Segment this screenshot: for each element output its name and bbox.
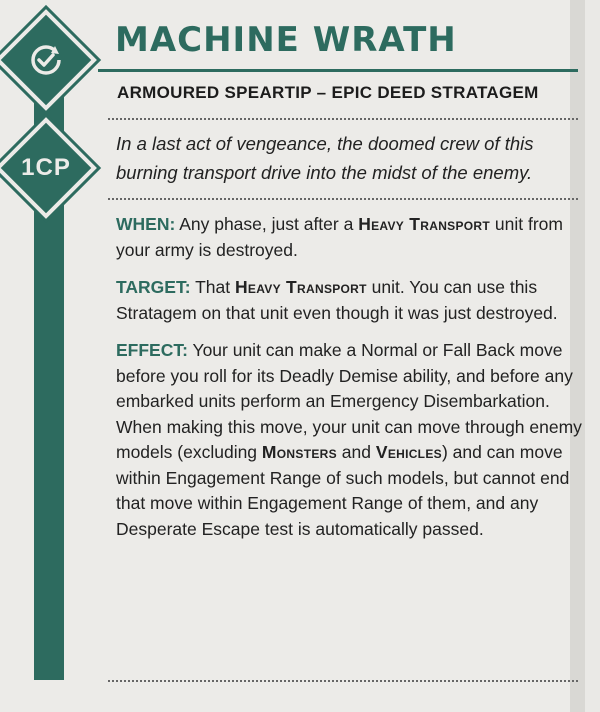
target-keyword: Heavy Transport xyxy=(234,277,367,297)
target-text-2: unit. You can use this Stratagem on that unit even though it was just destroyed. xyxy=(116,277,558,323)
title-rule xyxy=(98,69,578,72)
effect-keyword-monsters: Monsters xyxy=(261,442,337,462)
target-label: TARGET: xyxy=(116,277,191,297)
cost-badge xyxy=(0,117,97,219)
divider-top xyxy=(108,118,578,120)
effect-text-3: ) and can move within Engagement Range of such models, but cannot end that move within Engagement Range of them, and any Desperate Escape test is automatically passed. xyxy=(116,442,570,539)
phase-cycle-icon xyxy=(26,40,66,80)
target-text-1: That xyxy=(190,277,235,297)
when-label: WHEN: xyxy=(116,214,176,234)
when-text-1: Any phase, just after a xyxy=(175,214,359,234)
effect-text-1: Your unit can make a Normal or Fall Back move before you roll for its Deadly Demise ability, and before any embarked units perform an Emergency Disembarkation. When making this move, your unit can move through enemy models (excluding xyxy=(116,340,582,462)
effect-label: EFFECT: xyxy=(116,340,188,360)
when-text-2: unit from your army is destroyed. xyxy=(116,214,563,260)
effect-paragraph xyxy=(116,338,582,542)
when-keyword: Heavy Transport xyxy=(358,214,491,234)
phase-badge xyxy=(0,9,97,111)
divider-middle xyxy=(108,198,578,200)
effect-text-2: and xyxy=(336,442,376,462)
target-paragraph xyxy=(116,275,582,326)
effect-keyword-vehicles: Vehicles xyxy=(375,442,442,462)
divider-bottom xyxy=(108,680,578,682)
flavour-text: In a last act of vengeance, the doomed crew of this burning transport drive into the midst of the enemy. xyxy=(116,133,534,183)
when-paragraph xyxy=(116,212,582,263)
stratagem-title: MACHINE WRATH xyxy=(115,20,457,60)
stratagem-subtitle: ARMOURED SPEARTIP – EPIC DEED STRATAGEM xyxy=(117,83,539,102)
cost-value: 1CP xyxy=(21,154,71,181)
rules-text xyxy=(116,212,582,554)
